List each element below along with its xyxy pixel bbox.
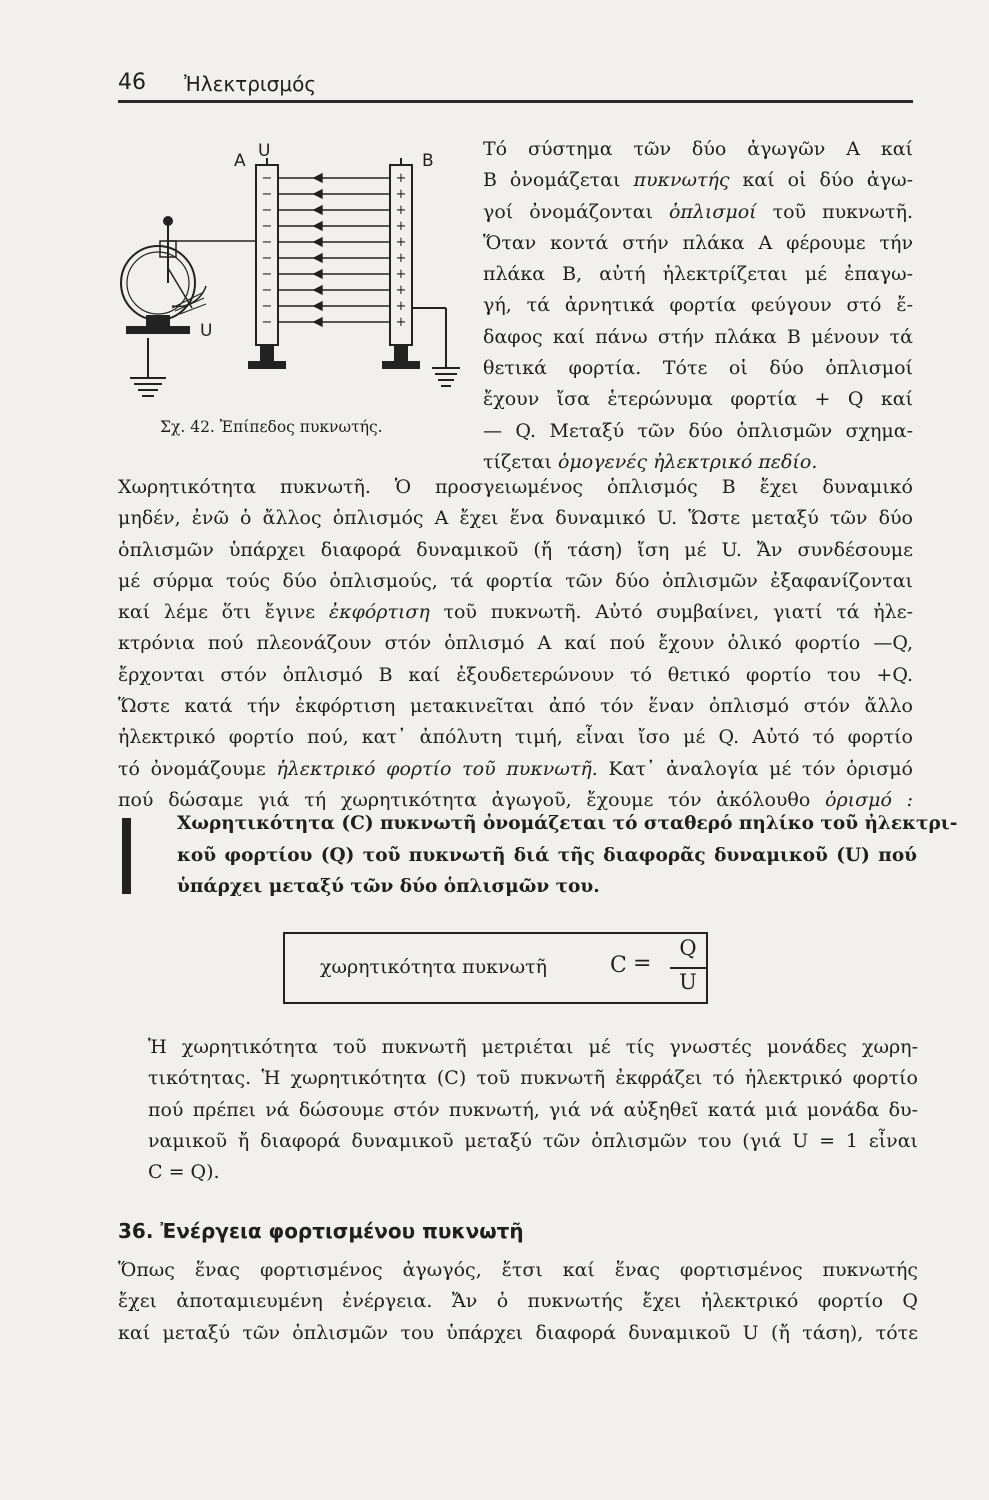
- svg-text:−: −: [261, 283, 273, 298]
- svg-text:+: +: [395, 299, 407, 314]
- term-field: ὁμογενές ἠλεκτρικό πεδίο.: [557, 450, 818, 473]
- svg-text:−: −: [261, 299, 273, 314]
- fraction-bar: [670, 967, 708, 969]
- figure-caption: Σχ. 42. Ἐπίπεδος πυκνωτής.: [160, 418, 383, 436]
- svg-text:+: +: [395, 187, 407, 202]
- term-charge: ἠλεκτρικό φορτίο τοῦ πυκνωτῆ.: [276, 757, 598, 780]
- svg-text:+: +: [395, 315, 407, 330]
- definition-marker: [122, 818, 131, 894]
- header-rule: [118, 100, 913, 103]
- formula-lhs: C: [610, 953, 627, 978]
- page-number: 46: [118, 70, 146, 95]
- parallel-plate-capacitor-diagram: [110, 128, 470, 418]
- section-heading: 36. Ἐνέργεια φορτισμένου πυκνωτῆ: [118, 1219, 524, 1243]
- svg-text:−: −: [261, 235, 273, 250]
- svg-text:−: −: [261, 171, 273, 186]
- svg-text:−: −: [261, 203, 273, 218]
- electroscope-casing: [121, 246, 195, 320]
- svg-text:+: +: [395, 235, 407, 250]
- svg-text:−: −: [261, 187, 273, 202]
- capacitance-paragraph: Χωρητικότητα πυκνωτῆ. Ὁ προσγειωμένος ὁπλισμός Β ἔχει δυναμικό μηδέν, ἐνῶ ὁ ἄλλος ὁπλισμός Α ἔχει ἕνα δυναμικό U. Ὥστε μεταξύ τῶν δύο ὁπλισμῶν ὑπάρχει διαφορά δυναμικοῦ (ἤ τάση) ἴση μέ U. Ἄν συνδέσουμε μέ σύρμα τούς δύο ὁπλισμούς, τά φορτία τῶν δύο ὁπλισμῶν ἐξαφανίζονται καί λέμε ὅτι ἔγινε ἐκφόρτιση τοῦ πυκνωτῆ. Αὐτό συμβαίνει, γιατί τά ἠλε- κτρόνια πού πλεονάζουν στόν ὁπλισμό Α καί πού ἔχουν ὁλικό φορτίο —Q, ἔρχονται στόν ὁπλισμό Β καί ἐξουδετερώνουν τό θετικό φορτίο του +Q. Ὥστε κατά τήν ἐκφόρτιση μετακινεῖται ἀπό τόν ἕναν ὁπλισμό στόν ἄλλο ἠλεκτρικό φορτίο πού, κατ᾽ ἀπόλυτη τιμή, εἶναι ἴσο μέ Q. Αὐτό τό φορτίο τό ὀνομάζουμε ἠλεκτρικό φορτίο τοῦ πυκνωτῆ. Κατ᾽ ἀναλογία μέ τόν ὁρισμό πού δώσαμε γιά τή χωρητικότητα ἀγωγοῦ, ἔχουμε τόν ἀκόλουθο ὁρισμό :: [118, 476, 914, 811]
- svg-text:+: +: [395, 203, 407, 218]
- svg-text:+: +: [395, 251, 407, 266]
- label-plate-b: B: [422, 151, 434, 171]
- capacitance-formula: [283, 932, 708, 1004]
- page-header: [118, 70, 913, 100]
- svg-text:+: +: [395, 219, 407, 234]
- label-voltage-top: U: [258, 141, 271, 161]
- formula-label: χωρητικότητα πυκνωτῆ: [320, 956, 547, 978]
- formula-numerator: Q: [679, 936, 697, 960]
- formula-equals: =: [633, 951, 652, 976]
- label-voltage-meter: U: [200, 321, 213, 341]
- formula-denominator: U: [679, 970, 697, 994]
- energy-paragraph: Ὅπως ἕνας φορτισμένος ἀγωγός, ἔτσι καί ἕνας φορτισμένος πυκνωτής ἔχει ἀποταμιευμένη ἐνέργεια. Ἄν ὁ πυκνωτής ἔχει ἠλεκτρικό φορτίο Q καί μεταξύ τῶν ὁπλισμῶν του ὑπάρχει διαφορά δυναμικοῦ U (ἤ τάση), τότε: [118, 1259, 918, 1344]
- term-capacitor: πυκνωτής: [633, 169, 730, 192]
- svg-text:−: −: [261, 315, 273, 330]
- svg-text:+: +: [395, 171, 407, 186]
- term-definition: ὁρισμό :: [825, 788, 914, 811]
- svg-text:+: +: [395, 267, 407, 282]
- capacitor-description: Τό σύστημα τῶν δύο ἀγωγῶν Α καί Β ὀνομάζεται πυκνωτής καί οἱ δύο ἀγω- γοί ὀνομάζονται ὁπλισμοί τοῦ πυκνωτῆ. Ὅταν κοντά στήν πλάκα Α φέρουμε τήν πλάκα Β, αὐτή ἠλεκτρίζεται μέ ἐπαγω- γή, τά ἀρνητικά φορτία φεύγουν στό ἔ- δαφος καί πάνω στήν πλάκα Β μένουν τά θετικά φορτία. Τότε οἱ δύο ὁπλισμοί ἔχουν ἴσα ἑτερώνυμα φορτία + Q καί — Q. Μεταξύ τῶν δύο ὁπλισμῶν σχημα- τίζεται ὁμογενές ἠλεκτρικό πεδίο.: [483, 138, 914, 473]
- svg-text:−: −: [261, 267, 273, 282]
- label-plate-a: A: [234, 151, 246, 171]
- running-title: Ἠλεκτρισμός: [184, 72, 317, 96]
- capacitor-figure: [110, 128, 470, 418]
- svg-text:−: −: [261, 219, 273, 234]
- term-plates: ὁπλισμοί: [668, 200, 757, 223]
- svg-text:−: −: [261, 251, 273, 266]
- capacitance-definition: Χωρητικότητα (C) πυκνωτῆ ὀνομάζεται τό σταθερό πηλίκο τοῦ ἠλεκτρι- κοῦ φορτίου (Q) τοῦ πυκνωτῆ διά τῆς διαφορᾶς δυναμικοῦ (U) πού ὑπάρχει μεταξύ τῶν δύο ὁπλισμῶν του.: [177, 813, 958, 897]
- svg-text:+: +: [395, 283, 407, 298]
- units-paragraph: Ἡ χωρητικότητα τοῦ πυκνωτῆ μετριέται μέ τίς γνωστές μονάδες χωρη- τικότητας. Ἡ χωρητικότητα (C) τοῦ πυκνωτῆ ἐκφράζει τό ἠλεκτρικό φορτίο πού πρέπει νά δώσουμε στόν πυκνωτή, γιά νά αὐξηθεῖ κατά μιά μονάδα δυ- ναμικοῦ ἤ διαφορά δυναμικοῦ μεταξύ τῶν ὁπλισμῶν του (γιά U = 1 εἶναι C = Q).: [148, 1036, 918, 1184]
- term-discharge: ἐκφόρτιση: [328, 601, 430, 624]
